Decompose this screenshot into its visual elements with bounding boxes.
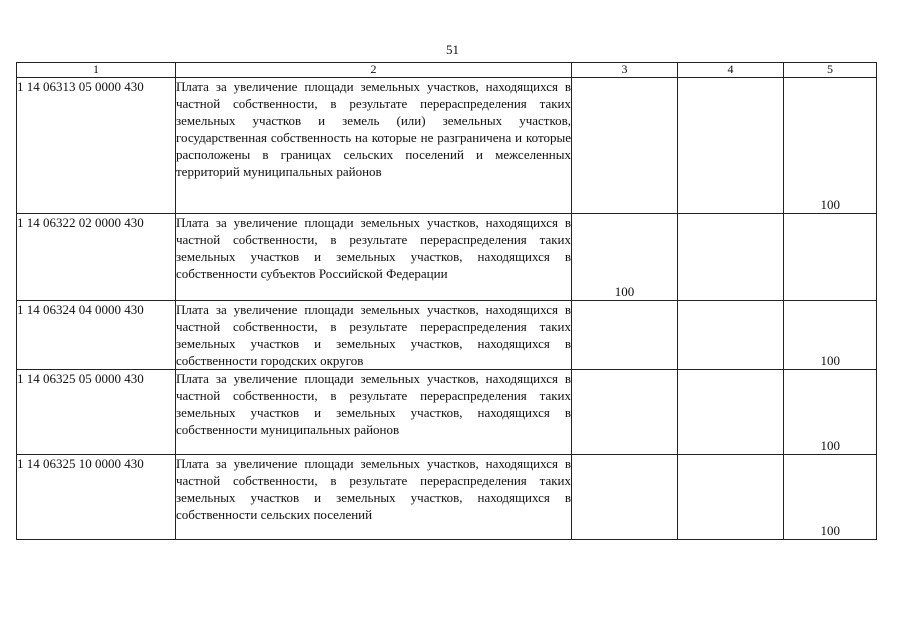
budget-code: 1 14 06313 05 0000 430 <box>17 78 176 214</box>
column-3-cell <box>572 78 678 214</box>
column-header-3: 3 <box>572 63 678 78</box>
table-row <box>17 78 877 214</box>
column-5-cell <box>784 214 877 301</box>
budget-code: 1 14 06324 04 0000 430 <box>17 301 176 370</box>
column-5-value: 100 <box>820 353 840 368</box>
table-row <box>17 214 877 301</box>
column-number-row <box>17 63 877 78</box>
column-5-cell <box>784 370 877 455</box>
column-5-value: 100 <box>820 438 840 453</box>
income-description: Плата за увеличение площади земельных участков, находящихся в частной собственности, в результате перераспределения таких земельных участков и земельных участков, находящихся в собственности субъектов Российской Федерации <box>176 214 572 301</box>
column-5-value: 100 <box>820 523 840 538</box>
column-4-cell <box>678 370 784 455</box>
column-5-cell <box>784 78 877 214</box>
income-description: Плата за увеличение площади земельных участков, находящихся в частной собственности, в результате перераспределения таких земельных участков и земель (или) земельных участков, государственная собственность на которые не разграничена и которые расположены в границах сельских поселений и межселенных территорий муниципальных районов <box>176 78 572 214</box>
column-5-cell <box>784 455 877 540</box>
column-5-value: 100 <box>820 197 840 212</box>
table-row <box>17 370 877 455</box>
budget-code: 1 14 06325 10 0000 430 <box>17 455 176 540</box>
income-description: Плата за увеличение площади земельных участков, находящихся в частной собственности, в результате перераспределения таких земельных участков и земельных участков, находящихся в собственности муниципальных районов <box>176 370 572 455</box>
column-4-cell <box>678 78 784 214</box>
column-header-4: 4 <box>678 63 784 78</box>
revenue-table <box>16 62 877 540</box>
column-3-cell <box>572 370 678 455</box>
page-number: 51 <box>446 42 459 57</box>
table-row <box>17 455 877 540</box>
column-4-cell <box>678 455 784 540</box>
column-3-cell <box>572 301 678 370</box>
column-3-cell <box>572 214 678 301</box>
table-row <box>17 301 877 370</box>
column-header-2: 2 <box>176 63 572 78</box>
column-3-cell <box>572 455 678 540</box>
column-3-value: 100 <box>614 284 635 299</box>
column-4-cell <box>678 301 784 370</box>
income-description: Плата за увеличение площади земельных участков, находящихся в частной собственности, в результате перераспределения таких земельных участков и земельных участков, находящихся в собственности городских округов <box>176 302 571 368</box>
column-header-1: 1 <box>17 63 176 78</box>
budget-code: 1 14 06325 05 0000 430 <box>17 370 176 455</box>
column-4-cell <box>678 214 784 301</box>
column-header-5: 5 <box>784 63 877 78</box>
budget-code: 1 14 06322 02 0000 430 <box>17 214 176 301</box>
income-description: Плата за увеличение площади земельных участков, находящихся в частной собственности, в результате перераспределения таких земельных участков и земельных участков, находящихся в собственности сельских поселений <box>176 455 572 540</box>
column-5-cell <box>784 301 877 370</box>
